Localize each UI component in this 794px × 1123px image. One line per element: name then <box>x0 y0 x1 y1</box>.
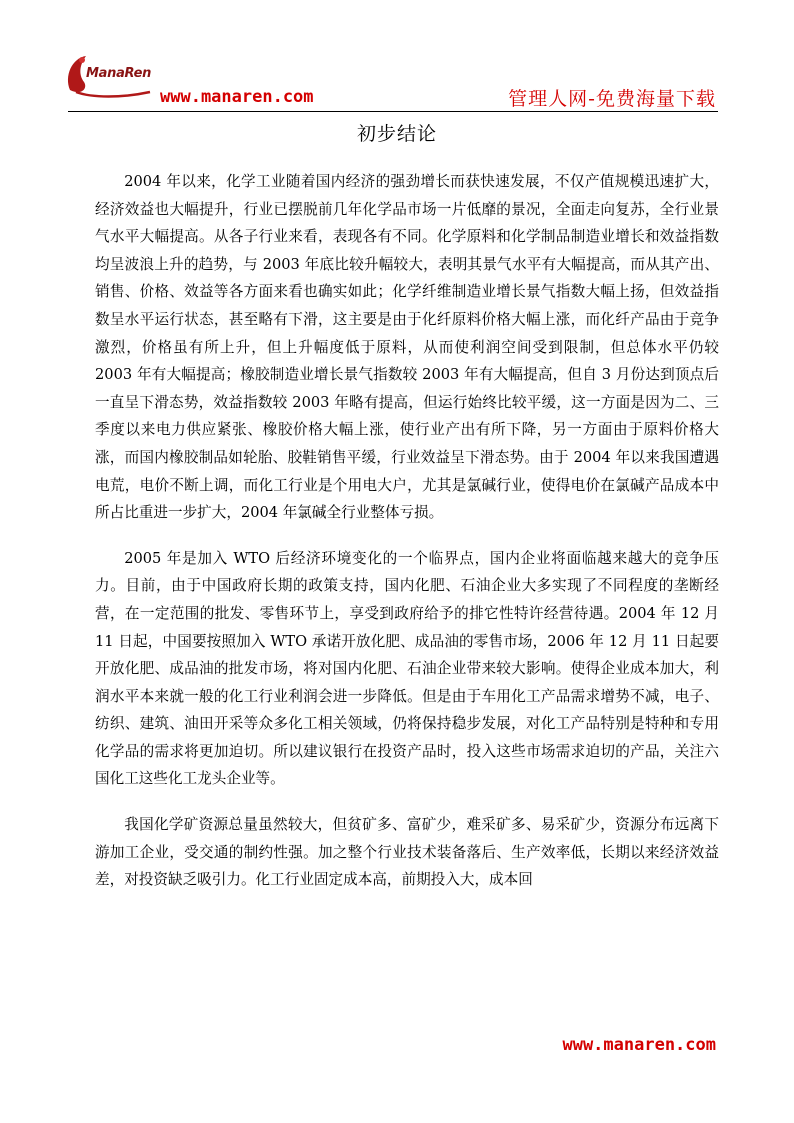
header-divider <box>68 111 718 112</box>
paragraph: 我国化学矿资源总量虽然较大，但贫矿多、富矿少，难采矿多、易采矿少，资源分布远离下游加工企业，受交通的制约性强。加之整个行业技术装备落后、生产效率低，长期以来经济效益差，对投资缺乏吸引力。化工行业固定成本高，前期投入大，成本回 <box>95 816 719 889</box>
logo-text: ManaRen <box>86 66 152 81</box>
document-body <box>95 168 719 912</box>
page-header <box>0 0 794 112</box>
manaren-logo <box>62 52 154 102</box>
paragraph: 2005 年是加入 WTO 后经济环境变化的一个临界点，国内企业将面临越来越大的竞争压力。目前，由于中国政府长期的政策支持，国内化肥、石油企业大多实现了不同程度的垄断经营，在一定范围的批发、零售环节上，享受到政府给予的排它性特许经营待遇。2004 年 12 月 11 日起，中国要按照加入 WTO 承诺开放化肥、成品油的零售市场，2006 年 12 月 11 日起要开放化肥、成品油的批发市场，将对国内化肥、石油企业带来较大影响。使得企业成本加大，利润水平本来就一般的化工行业利润会进一步降低。但是由于车用化工产品需求增势不减，电子、纺织、建筑、油田开采等众多化工相关领域，仍将保持稳步发展，对化工产品特别是特种和专用化学品的需求将更加迫切。所以建议银行在投资产品时，投入这些市场需求迫切的产品，关注六国化工这些化工龙头企业等。 <box>95 549 719 788</box>
footer-site-link[interactable]: www.manaren.com <box>562 1035 716 1055</box>
paragraph: 2004 年以来，化学工业随着国内经济的强劲增长而获快速发展，不仅产值规模迅速扩大，经济效益也大幅提升，行业已摆脱前几年化学品市场一片低靡的景况，全面走向复苏，全行业景气水平大幅提高。从各子行业来看，表现各有不同。化学原料和化学制品制造业增长和效益指数均呈波浪上升的趋势，与 2003 年底比较升幅较大，表明其景气水平有大幅提高，而从其产出、销售、价格、效益等各方面来看也确实如此；化学纤维制造业增长景气指数大幅上扬，但效益指数呈水平运行状态，甚至略有下滑，这主要是由于化纤原料价格大幅上涨，而化纤产品由于竞争激烈，价格虽有所上升，但上升幅度低于原料，从而使利润空间受到限制，但总体水平仍较 2003 年有大幅提高；橡胶制造业增长景气指数较 2003 年有大幅提高，但自 3 月份达到顶点后一直呈下滑态势，效益指数较 2003 年略有提高，但运行始终比较平缓，这一方面是因为二、三季度以来电力供应紧张、橡胶价格大幅上涨，使行业产出有所下降，另一方面由于原料价格大涨，而国内橡胶制品如轮胎、胶鞋销售平缓，行业效益呈下滑态势。由于 2004 年以来我国遭遇电荒，电价不断上调，而化工行业是个用电大户，尤其是氯碱行业，使得电价在氯碱产品成本中所占比重进一步扩大，2004 年氯碱全行业整体亏损。 <box>95 173 719 522</box>
header-site-link[interactable]: www.manaren.com <box>160 87 314 107</box>
header-slogan: 管理人网-免费海量下载 <box>508 88 716 110</box>
document-title: 初步结论 <box>356 123 437 145</box>
